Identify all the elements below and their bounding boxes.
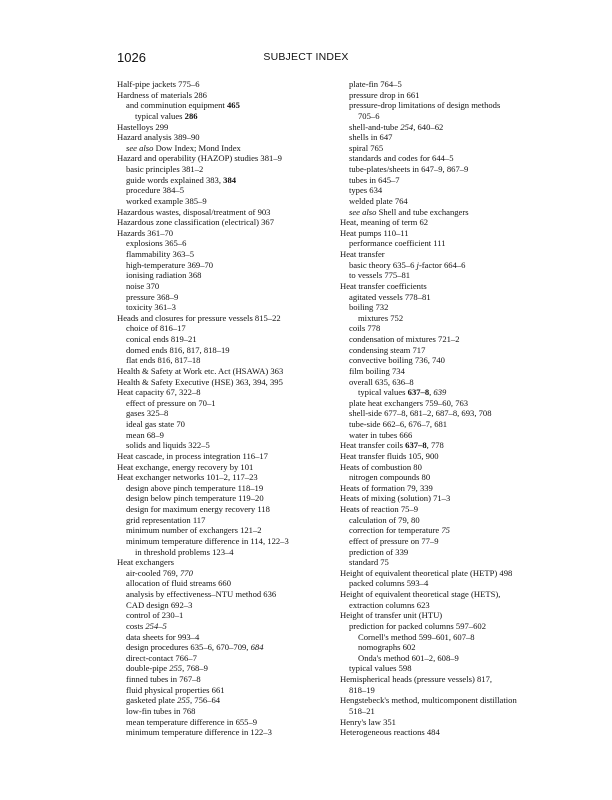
index-entry: worked example 385–9: [126, 195, 207, 206]
index-entry: Heads and closures for pressure vessels 815–22: [117, 312, 281, 323]
index-entry: pressure 368–9: [126, 291, 179, 302]
index-column-right: [340, 79, 590, 738]
index-entry: Heats of formation 79, 339: [340, 482, 433, 493]
index-entry: allocation of fluid streams 660: [126, 578, 232, 589]
index-entry: Heat exchangers: [117, 557, 175, 568]
index-entry: solids and liquids 322–5: [126, 440, 210, 451]
index-entry: gasketed plate 255, 756–64: [126, 695, 221, 706]
index-entry: tube-side 662–6, 676–7, 681: [349, 419, 448, 429]
index-entry: prediction of 339: [349, 546, 409, 557]
index-entry: Hazardous wastes, disposal/treatment of 903: [117, 206, 271, 217]
index-entry: agitated vessels 778–81: [349, 291, 431, 302]
index-entry: toxicity 361–3: [126, 302, 176, 313]
index-entry: standard 75: [349, 557, 389, 568]
index-entry: overall 635, 636–8: [349, 376, 414, 387]
page-number: 1026: [117, 50, 146, 65]
index-entry: types 634: [349, 185, 383, 196]
index-entry: see also Shell and tube exchangers: [349, 206, 469, 217]
index-entry: design above pinch temperature 118–19: [126, 482, 264, 493]
index-entry: typical values 598: [349, 663, 412, 674]
index-entry: explosions 365–6: [126, 238, 187, 249]
running-title: SUBJECT INDEX: [263, 51, 349, 63]
index-entry: Heat exchange, energy recovery by 101: [117, 461, 254, 472]
index-entry: Hazards 361–70: [117, 227, 174, 238]
index-entry: effect of pressure on 70–1: [126, 397, 216, 408]
index-entry: nomographs 602: [358, 642, 416, 653]
index-entry: coils 778: [349, 323, 381, 334]
index-entry: Hazardous zone classification (electrical) 367: [117, 217, 274, 228]
page-header: [117, 50, 495, 64]
index-entry: Hazard analysis 389–90: [117, 132, 200, 143]
index-entry: flammability 363–5: [126, 249, 195, 259]
index-entry: Hazard and operability (HAZOP) studies 381–9: [117, 153, 282, 164]
index-column-left: [117, 79, 367, 738]
index-entry: packed columns 593–4: [349, 578, 429, 589]
index-entry: Health & Safety at Work etc. Act (HSAWA) 363: [117, 365, 284, 376]
index-entry: to vessels 775–81: [349, 270, 411, 281]
index-entry: costs 254–5: [126, 620, 167, 631]
index-entry: Hemispherical heads (pressure vessels) 817,: [340, 674, 493, 684]
index-entry: Hardness of materials 286: [117, 89, 207, 100]
index-entry: direct-contact 766–7: [126, 652, 197, 663]
index-entry: welded plate 764: [349, 195, 408, 206]
index-entry: Heat transfer coefficients: [340, 280, 427, 291]
index-entry: mixtures 752: [358, 312, 404, 323]
index-entry: fluid physical properties 661: [126, 684, 225, 695]
index-entry: Heat transfer: [340, 249, 385, 259]
index-entry: design for maximum energy recovery 118: [126, 504, 270, 514]
index-entry: analysis by effectiveness–NTU method 636: [126, 589, 277, 599]
index-entry: procedure 384–5: [126, 185, 184, 196]
index-entry: high-temperature 369–70: [126, 259, 214, 270]
index-entry: typical values 286: [135, 110, 198, 121]
index-entry: condensation of mixtures 721–2: [349, 334, 460, 344]
index-entry: ideal gas state 70: [126, 419, 185, 429]
index-entry: minimum temperature difference in 114, 122–3: [126, 535, 289, 546]
index-entry: plate heat exchangers 759–60, 763: [349, 397, 469, 408]
index-entry: basic theory 635–6 j-factor 664–6: [349, 259, 466, 270]
index-entry: shell-and-tube 254, 640–62: [349, 121, 444, 132]
index-entry: Heats of mixing (solution) 71–3: [340, 493, 451, 504]
index-entry: in threshold problems 123–4: [135, 546, 234, 557]
index-entry: convective boiling 736, 740: [349, 355, 445, 366]
index-entry: nitrogen compounds 80: [349, 472, 431, 483]
index-entry: plate-fin 764–5: [349, 79, 402, 89]
index-entry: Heat exchanger networks 101–2, 117–23: [117, 472, 258, 483]
index-entry: Heat transfer fluids 105, 900: [340, 450, 439, 461]
index-entry: Height of transfer unit (HTU): [340, 610, 443, 621]
index-entry: conical ends 819–21: [126, 334, 197, 344]
index-entry: film boiling 734: [349, 365, 405, 376]
index-entry: design procedures 635–6, 670–709, 684: [126, 642, 264, 653]
index-entry: Height of equivalent theoretical stage (HETS),: [340, 589, 501, 599]
index-entry: Hastelloys 299: [117, 121, 169, 132]
index-entry: control of 230–1: [126, 610, 184, 621]
index-entry: choice of 816–17: [126, 323, 186, 334]
index-entry: flat ends 816, 817–18: [126, 355, 201, 366]
index-entry: grid representation 117: [126, 514, 206, 525]
index-entry: pressure drop in 661: [349, 89, 420, 100]
index-entry: effect of pressure on 77–9: [349, 535, 439, 546]
index-entry: mean 68–9: [126, 429, 164, 440]
index-entry: spiral 765: [349, 142, 384, 153]
index-entry: Heat cascade, in process integration 116–17: [117, 450, 268, 461]
index-entry: calculation of 79, 80: [349, 514, 420, 525]
index-entry: ionising radiation 368: [126, 270, 202, 281]
index-entry: Heterogeneous reactions 484: [340, 727, 440, 738]
index-entry: 705–6: [358, 110, 380, 121]
index-entry: 518–21: [349, 705, 375, 716]
index-entry: data sheets for 993–4: [126, 631, 200, 642]
index-entry: and comminution equipment 465: [126, 100, 240, 111]
index-entry: minimum number of exchangers 121–2: [126, 525, 262, 536]
index-entry: tubes in 645–7: [349, 174, 400, 185]
index-entry: design below pinch temperature 119–20: [126, 493, 264, 504]
index-entry: tube-plates/sheets in 647–9, 867–9: [349, 164, 469, 174]
index-entry: finned tubes in 767–8: [126, 674, 201, 684]
index-entry: mean temperature difference in 655–9: [126, 716, 258, 727]
index-entry: minimum temperature difference in 122–3: [126, 727, 272, 738]
index-entry: guide words explained 383, 384: [126, 174, 237, 185]
index-entry: pressure-drop limitations of design methods: [349, 100, 501, 111]
index-entry: condensing steam 717: [349, 344, 426, 355]
index-entry: Henry's law 351: [340, 716, 396, 727]
index-entry: 818–19: [349, 684, 375, 695]
index-entry: noise 370: [126, 280, 160, 291]
index-entry: Onda's method 601–2, 608–9: [358, 652, 459, 663]
index-entry: low-fin tubes in 768: [126, 705, 196, 716]
index-entry: Heat transfer coils 637–8, 778: [340, 440, 444, 451]
index-entry: see also Dow Index; Mond Index: [126, 142, 241, 153]
index-entry: CAD design 692–3: [126, 599, 193, 610]
index-entry: Heats of combustion 80: [340, 461, 422, 472]
index-entry: standards and codes for 644–5: [349, 153, 454, 164]
index-entry: basic principles 381–2: [126, 164, 204, 174]
index-entry: Heat pumps 110–11: [340, 227, 409, 238]
index-entry: correction for temperature 75: [349, 525, 450, 536]
index-entry: Health & Safety Executive (HSE) 363, 394, 395: [117, 376, 283, 387]
index-entry: shells in 647: [349, 132, 393, 143]
index-entry: typical values 637–8, 639: [358, 387, 447, 398]
index-entry: Heats of reaction 75–9: [340, 504, 419, 514]
index-entry: Hengstebeck's method, multicomponent distillation: [340, 695, 517, 706]
index-entry: Heat, meaning of term 62: [340, 217, 429, 228]
index-entry: prediction for packed columns 597–602: [349, 620, 486, 631]
index-entry: gases 325–8: [126, 408, 169, 419]
index-entry: Height of equivalent theoretical plate (HETP) 498: [340, 567, 513, 578]
index-entry: Cornell's method 599–601, 607–8: [358, 631, 475, 642]
index-entry: Heat capacity 67, 322–8: [117, 387, 201, 398]
index-entry: boiling 732: [349, 302, 389, 313]
index-entry: domed ends 816, 817, 818–19: [126, 344, 230, 355]
index-entry: shell-side 677–8, 681–2, 687–8, 693, 708: [349, 408, 492, 419]
index-entry: air-cooled 769, 770: [126, 567, 193, 578]
index-entry: performance coefficient 111: [349, 238, 446, 249]
index-entry: Half-pipe jackets 775–6: [117, 79, 200, 89]
index-entry: water in tubes 666: [349, 429, 413, 440]
index-entry: extraction columns 623: [349, 599, 430, 610]
index-entry: double-pipe 255, 768–9: [126, 663, 208, 674]
